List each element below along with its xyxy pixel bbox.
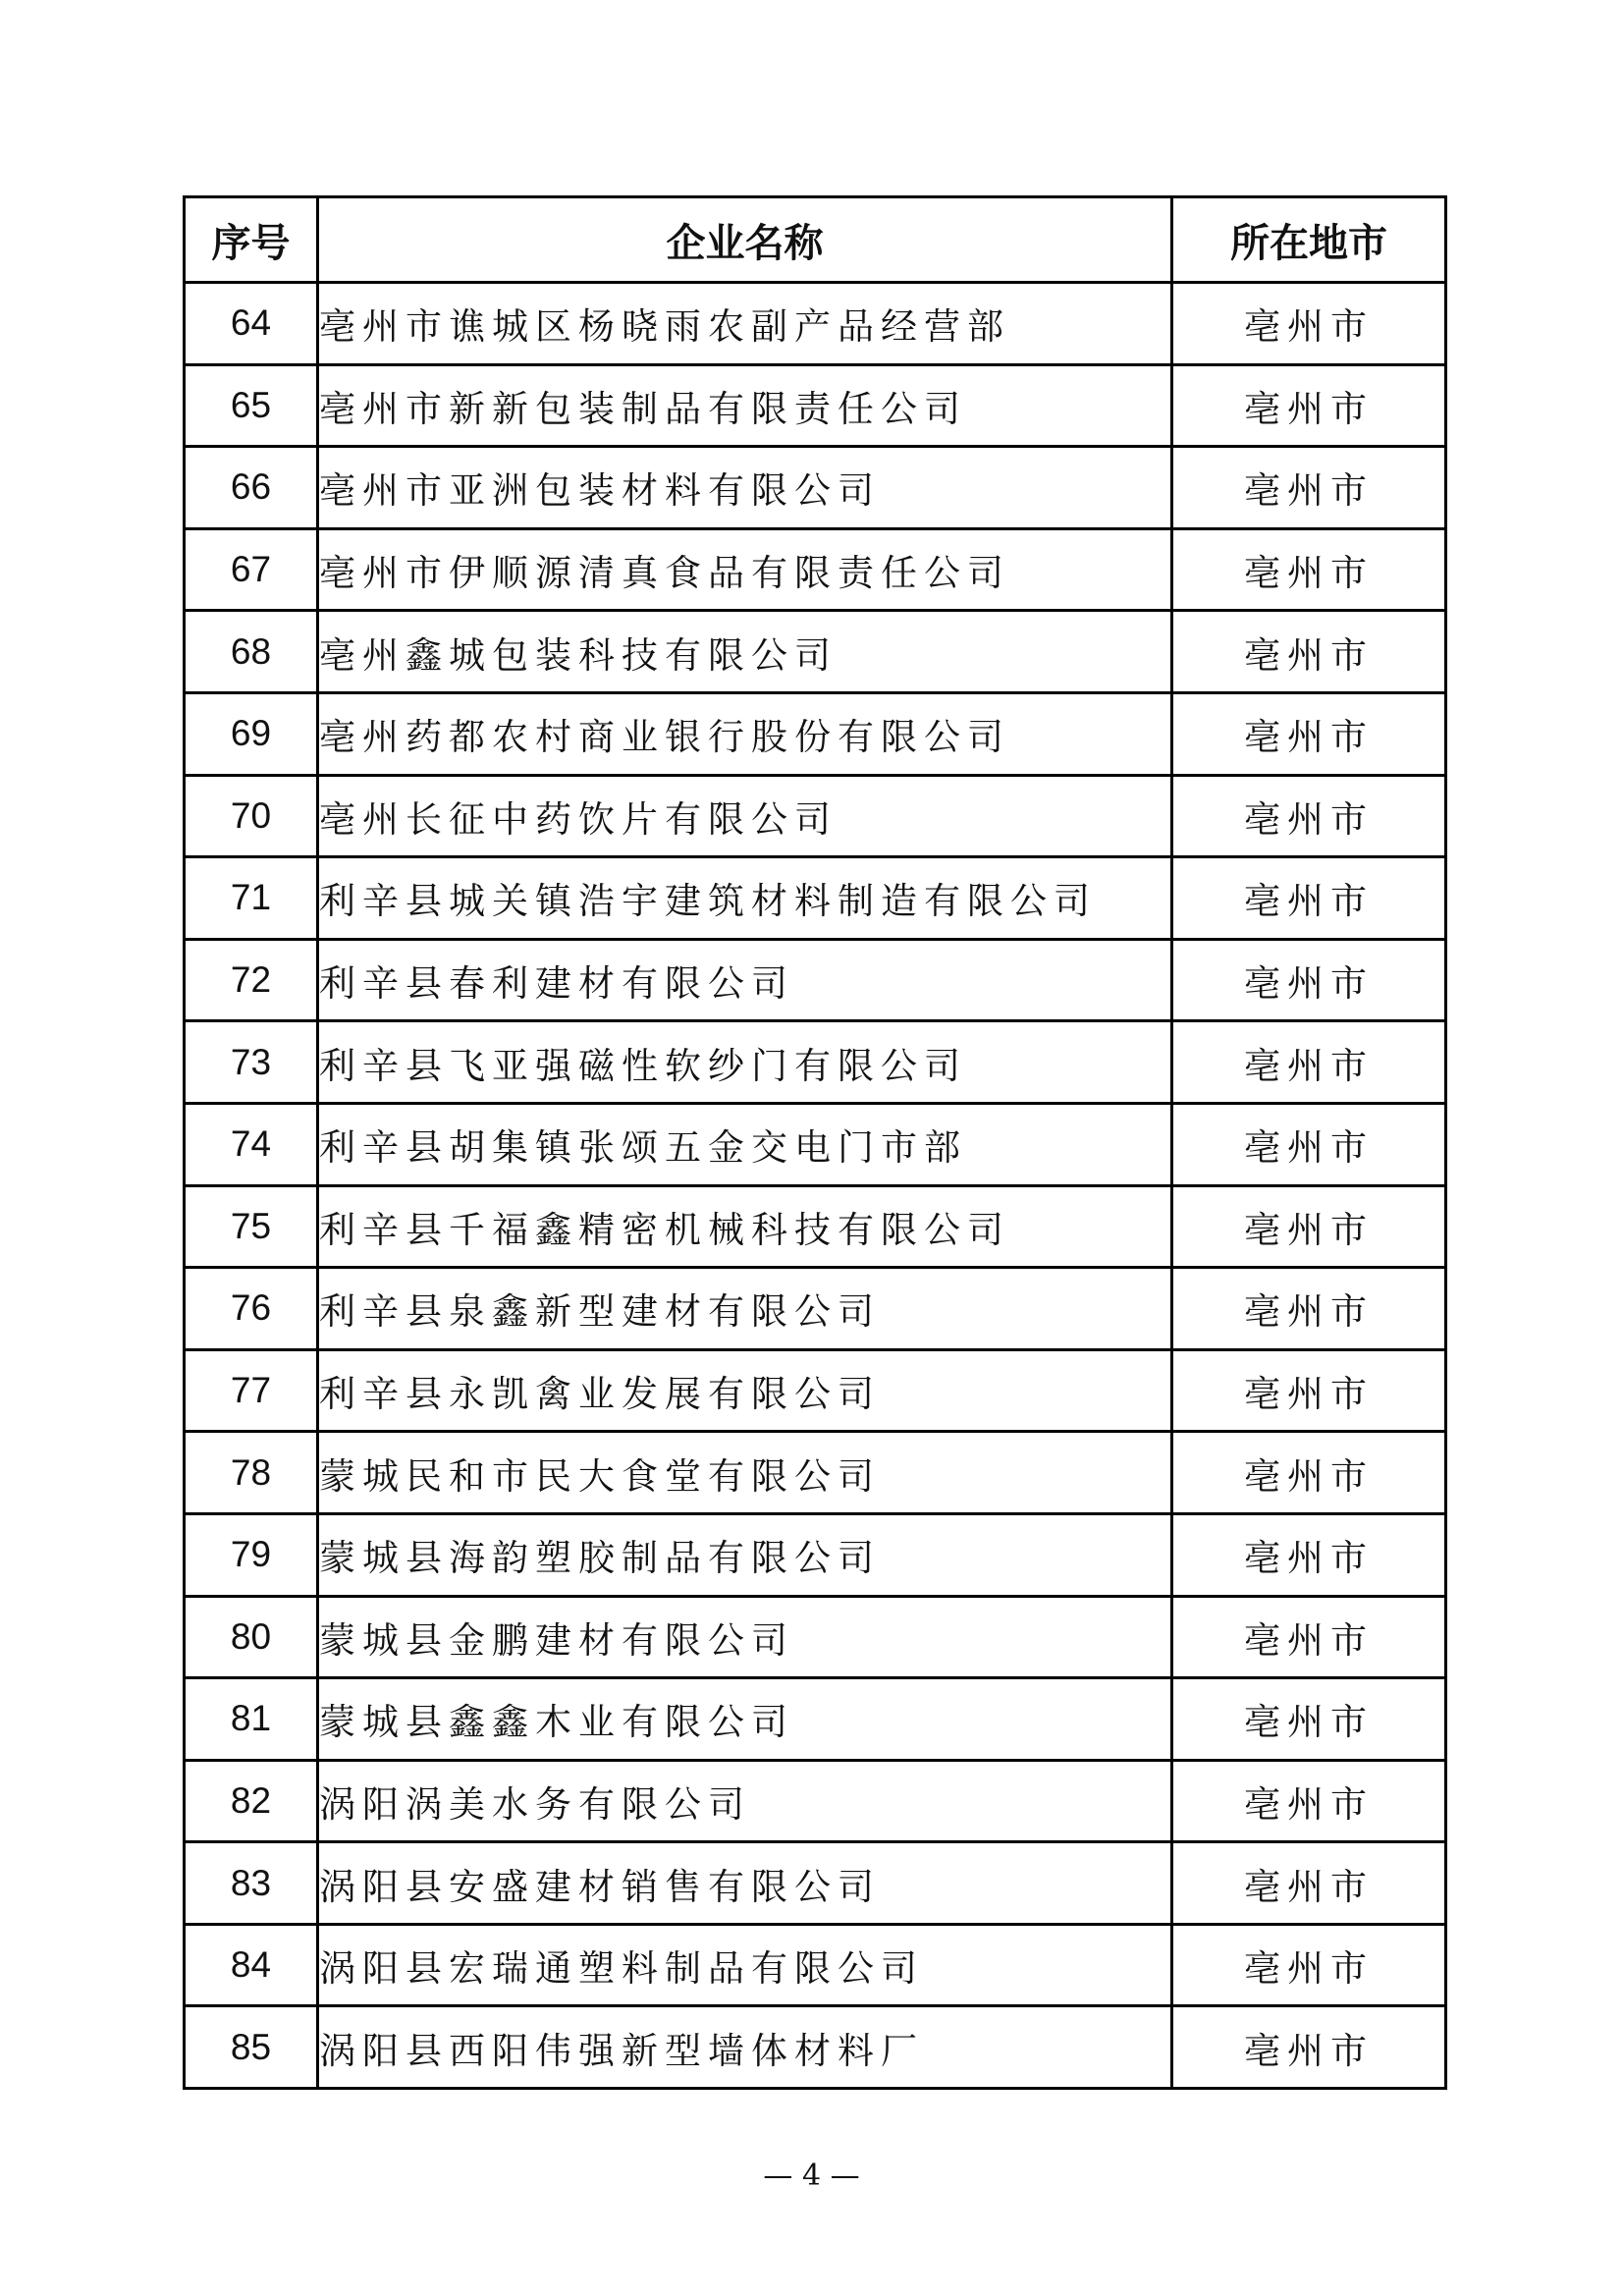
city-cell: 亳州市 (1172, 1678, 1446, 1761)
city-cell: 亳州市 (1172, 447, 1446, 529)
enterprise-name-cell: 亳州市亚洲包装材料有限公司 (318, 447, 1172, 529)
serial-number-cell: 70 (185, 775, 318, 857)
enterprise-name-cell: 利辛县城关镇浩宇建筑材料制造有限公司 (318, 857, 1172, 940)
enterprise-name-cell: 亳州市新新包装制品有限责任公司 (318, 364, 1172, 447)
table-row (185, 1596, 1446, 1678)
enterprise-name-cell: 蒙城民和市民大食堂有限公司 (318, 1432, 1172, 1514)
table-row (185, 611, 1446, 693)
header-serial-number: 序号 (185, 197, 318, 283)
serial-number-cell: 74 (185, 1103, 318, 1185)
city-cell: 亳州市 (1172, 2006, 1446, 2089)
table-body (185, 283, 1446, 2089)
enterprise-table (183, 195, 1447, 2090)
city-cell: 亳州市 (1172, 1268, 1446, 1350)
serial-number-cell: 76 (185, 1268, 318, 1350)
enterprise-name-cell: 利辛县春利建材有限公司 (318, 939, 1172, 1021)
table-row (185, 447, 1446, 529)
table-row (185, 2006, 1446, 2089)
city-cell: 亳州市 (1172, 775, 1446, 857)
city-cell: 亳州市 (1172, 1924, 1446, 2006)
enterprise-name-cell: 蒙城县金鹏建材有限公司 (318, 1596, 1172, 1678)
enterprise-name-cell: 涡阳县宏瑞通塑料制品有限公司 (318, 1924, 1172, 2006)
page-number: — 4 — (763, 2159, 860, 2193)
table-row (185, 857, 1446, 940)
city-cell: 亳州市 (1172, 1185, 1446, 1268)
serial-number-cell: 82 (185, 1760, 318, 1842)
enterprise-name-cell: 利辛县永凯禽业发展有限公司 (318, 1349, 1172, 1432)
enterprise-name-cell: 利辛县泉鑫新型建材有限公司 (318, 1268, 1172, 1350)
enterprise-name-cell: 涡阳涡美水务有限公司 (318, 1760, 1172, 1842)
table-row (185, 1760, 1446, 1842)
enterprise-name-cell: 利辛县胡集镇张颂五金交电门市部 (318, 1103, 1172, 1185)
serial-number-cell: 68 (185, 611, 318, 693)
serial-number-cell: 77 (185, 1349, 318, 1432)
header-enterprise-name: 企业名称 (318, 197, 1172, 283)
city-cell: 亳州市 (1172, 1021, 1446, 1104)
table-row (185, 1432, 1446, 1514)
serial-number-cell: 67 (185, 528, 318, 611)
enterprise-name-cell: 亳州市伊顺源清真食品有限责任公司 (318, 528, 1172, 611)
serial-number-cell: 72 (185, 939, 318, 1021)
table-row (185, 1513, 1446, 1596)
table-row (185, 775, 1446, 857)
city-cell: 亳州市 (1172, 611, 1446, 693)
enterprise-name-cell: 涡阳县西阳伟强新型墙体材料厂 (318, 2006, 1172, 2089)
table-row (185, 528, 1446, 611)
serial-number-cell: 64 (185, 283, 318, 365)
city-cell: 亳州市 (1172, 1842, 1446, 1925)
enterprise-name-cell: 亳州鑫城包装科技有限公司 (318, 611, 1172, 693)
enterprise-name-cell: 蒙城县海韵塑胶制品有限公司 (318, 1513, 1172, 1596)
city-cell: 亳州市 (1172, 1596, 1446, 1678)
enterprise-name-cell: 亳州长征中药饮片有限公司 (318, 775, 1172, 857)
table-row (185, 364, 1446, 447)
serial-number-cell: 78 (185, 1432, 318, 1514)
table-row (185, 1103, 1446, 1185)
serial-number-cell: 75 (185, 1185, 318, 1268)
city-cell: 亳州市 (1172, 1760, 1446, 1842)
table-row (185, 1842, 1446, 1925)
city-cell: 亳州市 (1172, 283, 1446, 365)
table-row (185, 1185, 1446, 1268)
table-row (185, 283, 1446, 365)
table-row (185, 1678, 1446, 1761)
city-cell: 亳州市 (1172, 364, 1446, 447)
serial-number-cell: 80 (185, 1596, 318, 1678)
serial-number-cell: 69 (185, 692, 318, 775)
serial-number-cell: 81 (185, 1678, 318, 1761)
city-cell: 亳州市 (1172, 1513, 1446, 1596)
table-row (185, 1924, 1446, 2006)
table-header-row (185, 197, 1446, 283)
serial-number-cell: 71 (185, 857, 318, 940)
city-cell: 亳州市 (1172, 1349, 1446, 1432)
enterprise-name-cell: 利辛县千福鑫精密机械科技有限公司 (318, 1185, 1172, 1268)
serial-number-cell: 65 (185, 364, 318, 447)
table-row (185, 1349, 1446, 1432)
serial-number-cell: 66 (185, 447, 318, 529)
city-cell: 亳州市 (1172, 939, 1446, 1021)
serial-number-cell: 84 (185, 1924, 318, 2006)
serial-number-cell: 79 (185, 1513, 318, 1596)
enterprise-name-cell: 利辛县飞亚强磁性软纱门有限公司 (318, 1021, 1172, 1104)
header-city: 所在地市 (1172, 197, 1446, 283)
enterprise-name-cell: 蒙城县鑫鑫木业有限公司 (318, 1678, 1172, 1761)
enterprise-name-cell: 亳州市谯城区杨晓雨农副产品经营部 (318, 283, 1172, 365)
city-cell: 亳州市 (1172, 692, 1446, 775)
table-row (185, 939, 1446, 1021)
city-cell: 亳州市 (1172, 1432, 1446, 1514)
city-cell: 亳州市 (1172, 528, 1446, 611)
serial-number-cell: 83 (185, 1842, 318, 1925)
table-row (185, 1268, 1446, 1350)
table-row (185, 1021, 1446, 1104)
city-cell: 亳州市 (1172, 1103, 1446, 1185)
city-cell: 亳州市 (1172, 857, 1446, 940)
serial-number-cell: 85 (185, 2006, 318, 2089)
enterprise-name-cell: 亳州药都农村商业银行股份有限公司 (318, 692, 1172, 775)
table-row (185, 692, 1446, 775)
serial-number-cell: 73 (185, 1021, 318, 1104)
enterprise-name-cell: 涡阳县安盛建材销售有限公司 (318, 1842, 1172, 1925)
